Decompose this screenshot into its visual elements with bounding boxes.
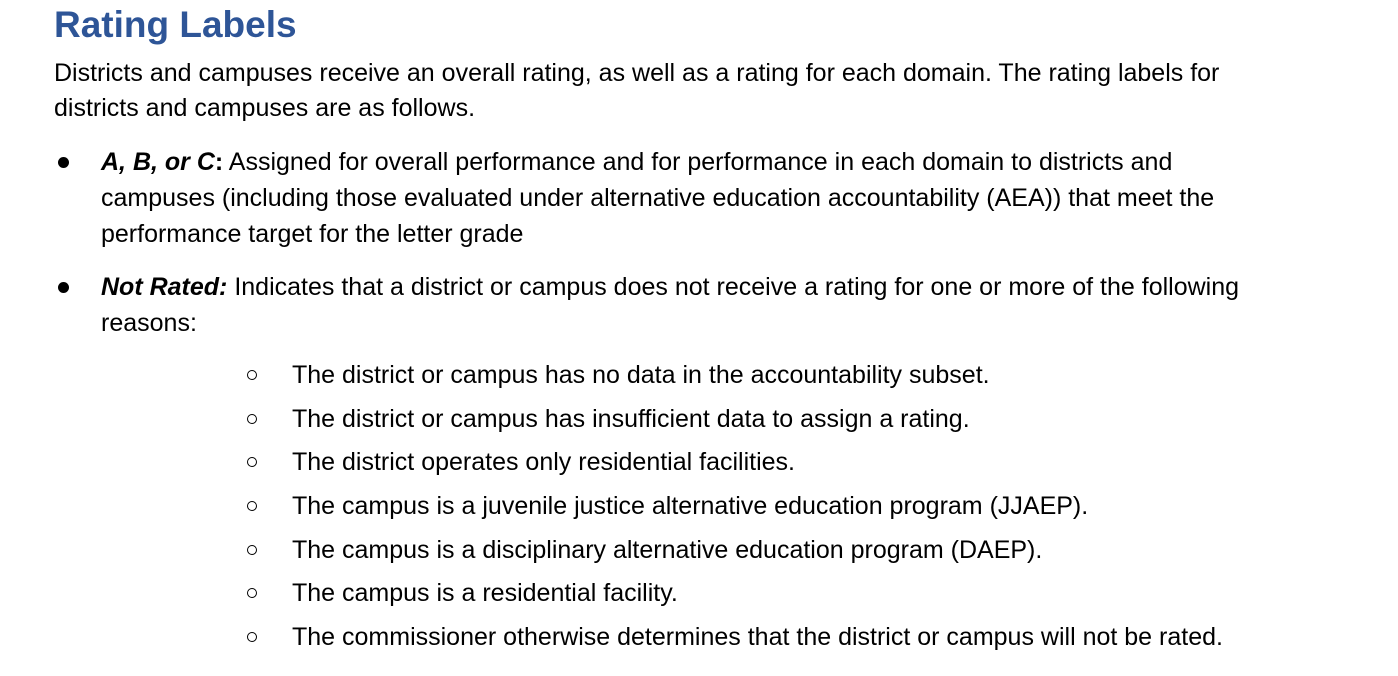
- term-abc: A, B, or C: [101, 148, 215, 176]
- definition-abc: Assigned for overall performance and for performance in each domain to districts and campuses (including those evaluated under alternative education accountability (AEA)) that meet the performance target for the letter grade: [101, 148, 1215, 248]
- circle-bullet-icon: [247, 632, 257, 642]
- list-item: [101, 620, 1281, 654]
- reason-text: The campus is a residential facility.: [292, 579, 678, 608]
- not-rated-reasons-list: [101, 358, 1281, 654]
- term-not-rated: Not Rated:: [101, 273, 228, 301]
- list-item: [101, 402, 1281, 436]
- list-item: [101, 576, 1281, 610]
- reason-text: The district or campus has no data in the accountability subset.: [292, 361, 990, 389]
- list-item: [101, 533, 1281, 567]
- list-item: [101, 445, 1281, 479]
- bullet-icon: [58, 282, 69, 293]
- circle-bullet-icon: [247, 588, 257, 598]
- list-item-not-rated: [54, 269, 1281, 654]
- document-page: [54, 0, 1354, 664]
- reason-text: The commissioner otherwise determines that the district or campus will not be rated.: [292, 623, 1223, 652]
- circle-bullet-icon: [247, 370, 257, 380]
- reason-text: The district or campus has insufficient data to assign a rating.: [292, 404, 970, 433]
- definition-not-rated: Indicates that a district or campus does not receive a rating for one or more of the following reasons:: [101, 273, 1240, 337]
- section-heading: Rating Labels: [54, 4, 297, 45]
- intro-paragraph: Districts and campuses receive an overall rating, as well as a rating for each domain. The rating labels for districts and campuses are as follows.: [54, 59, 1220, 122]
- circle-bullet-icon: [247, 501, 257, 511]
- list-item: [101, 489, 1281, 523]
- reason-text: The campus is a disciplinary alternative education program (DAEP).: [292, 535, 1043, 564]
- reason-text: The district operates only residential facilities.: [292, 448, 796, 477]
- circle-bullet-icon: [247, 457, 257, 467]
- circle-bullet-icon: [247, 545, 257, 555]
- circle-bullet-icon: [247, 414, 257, 424]
- term-separator: :: [214, 148, 224, 176]
- rating-labels-list: [54, 144, 1354, 654]
- reason-text: The campus is a juvenile justice alternative education program (JJAEP).: [292, 492, 1089, 521]
- bullet-icon: [58, 157, 69, 168]
- list-item-abc: [54, 144, 1281, 252]
- list-item: [101, 358, 1281, 392]
